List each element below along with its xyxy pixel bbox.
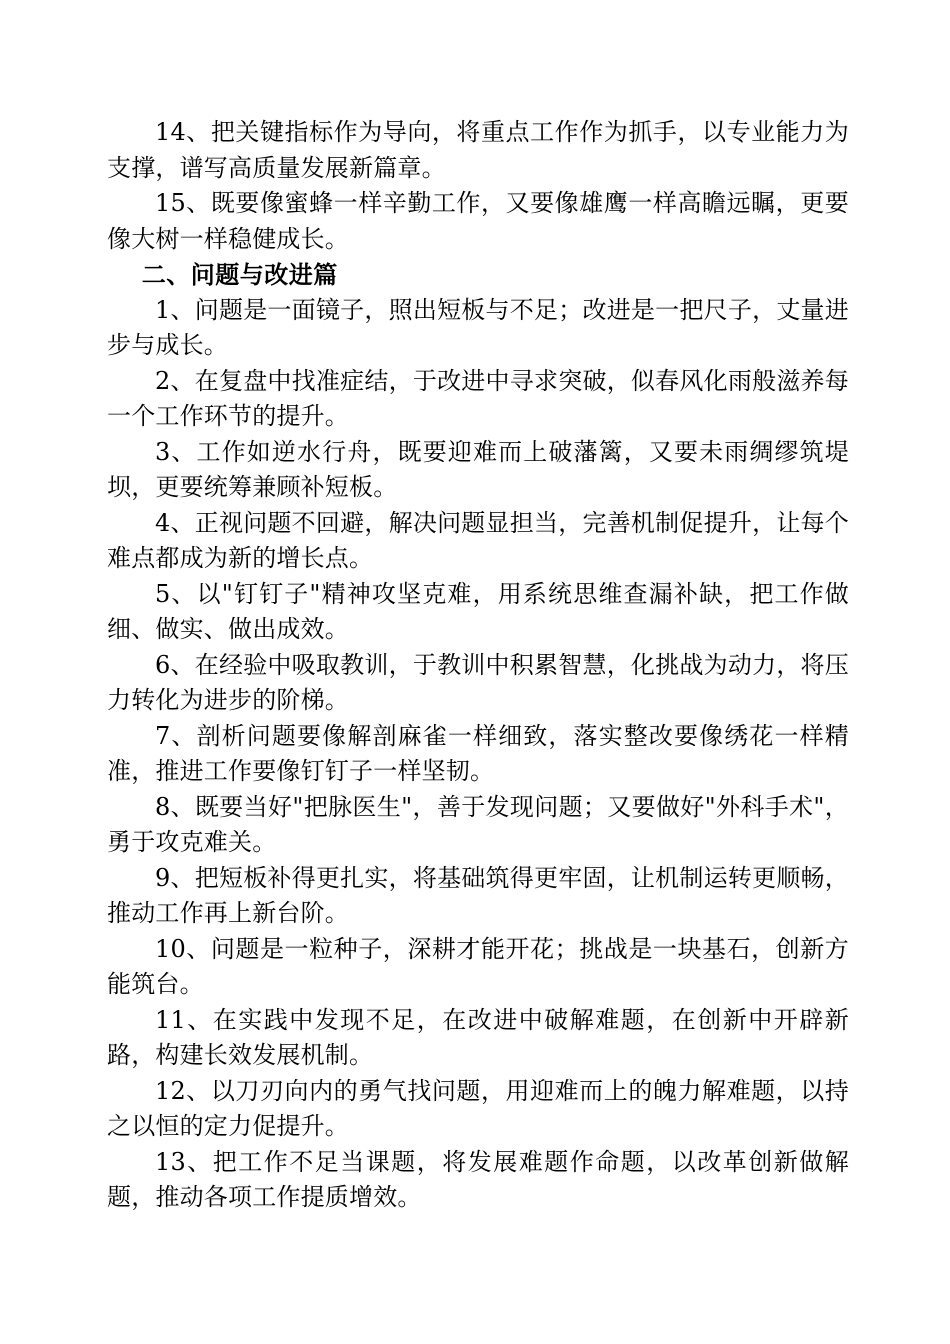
paragraph-6: 6、在经验中吸取教训，于教训中积累智慧，化挑战为动力，将压力转化为进步的阶梯。	[107, 650, 849, 714]
paragraph-1: 1、问题是一面镜子，照出短板与不足；改进是一把尺子，丈量进步与成长。	[107, 295, 849, 359]
paragraph-12: 12、以刀刃向内的勇气找问题，用迎难而上的魄力解难题，以持之以恒的定力促提升。	[107, 1076, 849, 1140]
paragraph-15: 15、既要像蜜蜂一样辛勤工作，又要像雄鹰一样高瞻远瞩，更要像大树一样稳健成长。	[107, 189, 849, 253]
document-body	[107, 115, 849, 1216]
paragraph-8: 8、既要当好"把脉医生"，善于发现问题；又要做好"外科手术"，勇于攻克难关。	[107, 792, 849, 856]
section-heading: 二、问题与改进篇	[141, 260, 338, 289]
paragraph-7: 7、剖析问题要像解剖麻雀一样细致，落实整改要像绣花一样精准，推进工作要像钉钉子一样坚韧。	[107, 721, 849, 785]
paragraph-11: 11、在实践中发现不足，在改进中破解难题，在创新中开辟新路，构建长效发展机制。	[107, 1005, 849, 1069]
paragraph-3: 3、工作如逆水行舟，既要迎难而上破藩篱，又要未雨绸缪筑堤坝，更要统筹兼顾补短板。	[107, 437, 849, 501]
paragraph-10: 10、问题是一粒种子，深耕才能开花；挑战是一块基石，创新方能筑台。	[107, 934, 849, 998]
paragraph-4: 4、正视问题不回避，解决问题显担当，完善机制促提升，让每个难点都成为新的增长点。	[107, 508, 849, 572]
paragraph-14: 14、把关键指标作为导向，将重点工作作为抓手，以专业能力为支撑，谱写高质量发展新篇章。	[107, 118, 849, 182]
paragraph-5: 5、以"钉钉子"精神攻坚克难，用系统思维查漏补缺，把工作做细、做实、做出成效。	[107, 579, 849, 643]
paragraph-2: 2、在复盘中找准症结，于改进中寻求突破，似春风化雨般滋养每一个工作环节的提升。	[107, 366, 849, 430]
paragraph-9: 9、把短板补得更扎实，将基础筑得更牢固，让机制运转更顺畅，推动工作再上新台阶。	[107, 863, 849, 927]
paragraph-13: 13、把工作不足当课题，将发展难题作命题，以改革创新做解题，推动各项工作提质增效。	[107, 1147, 849, 1211]
